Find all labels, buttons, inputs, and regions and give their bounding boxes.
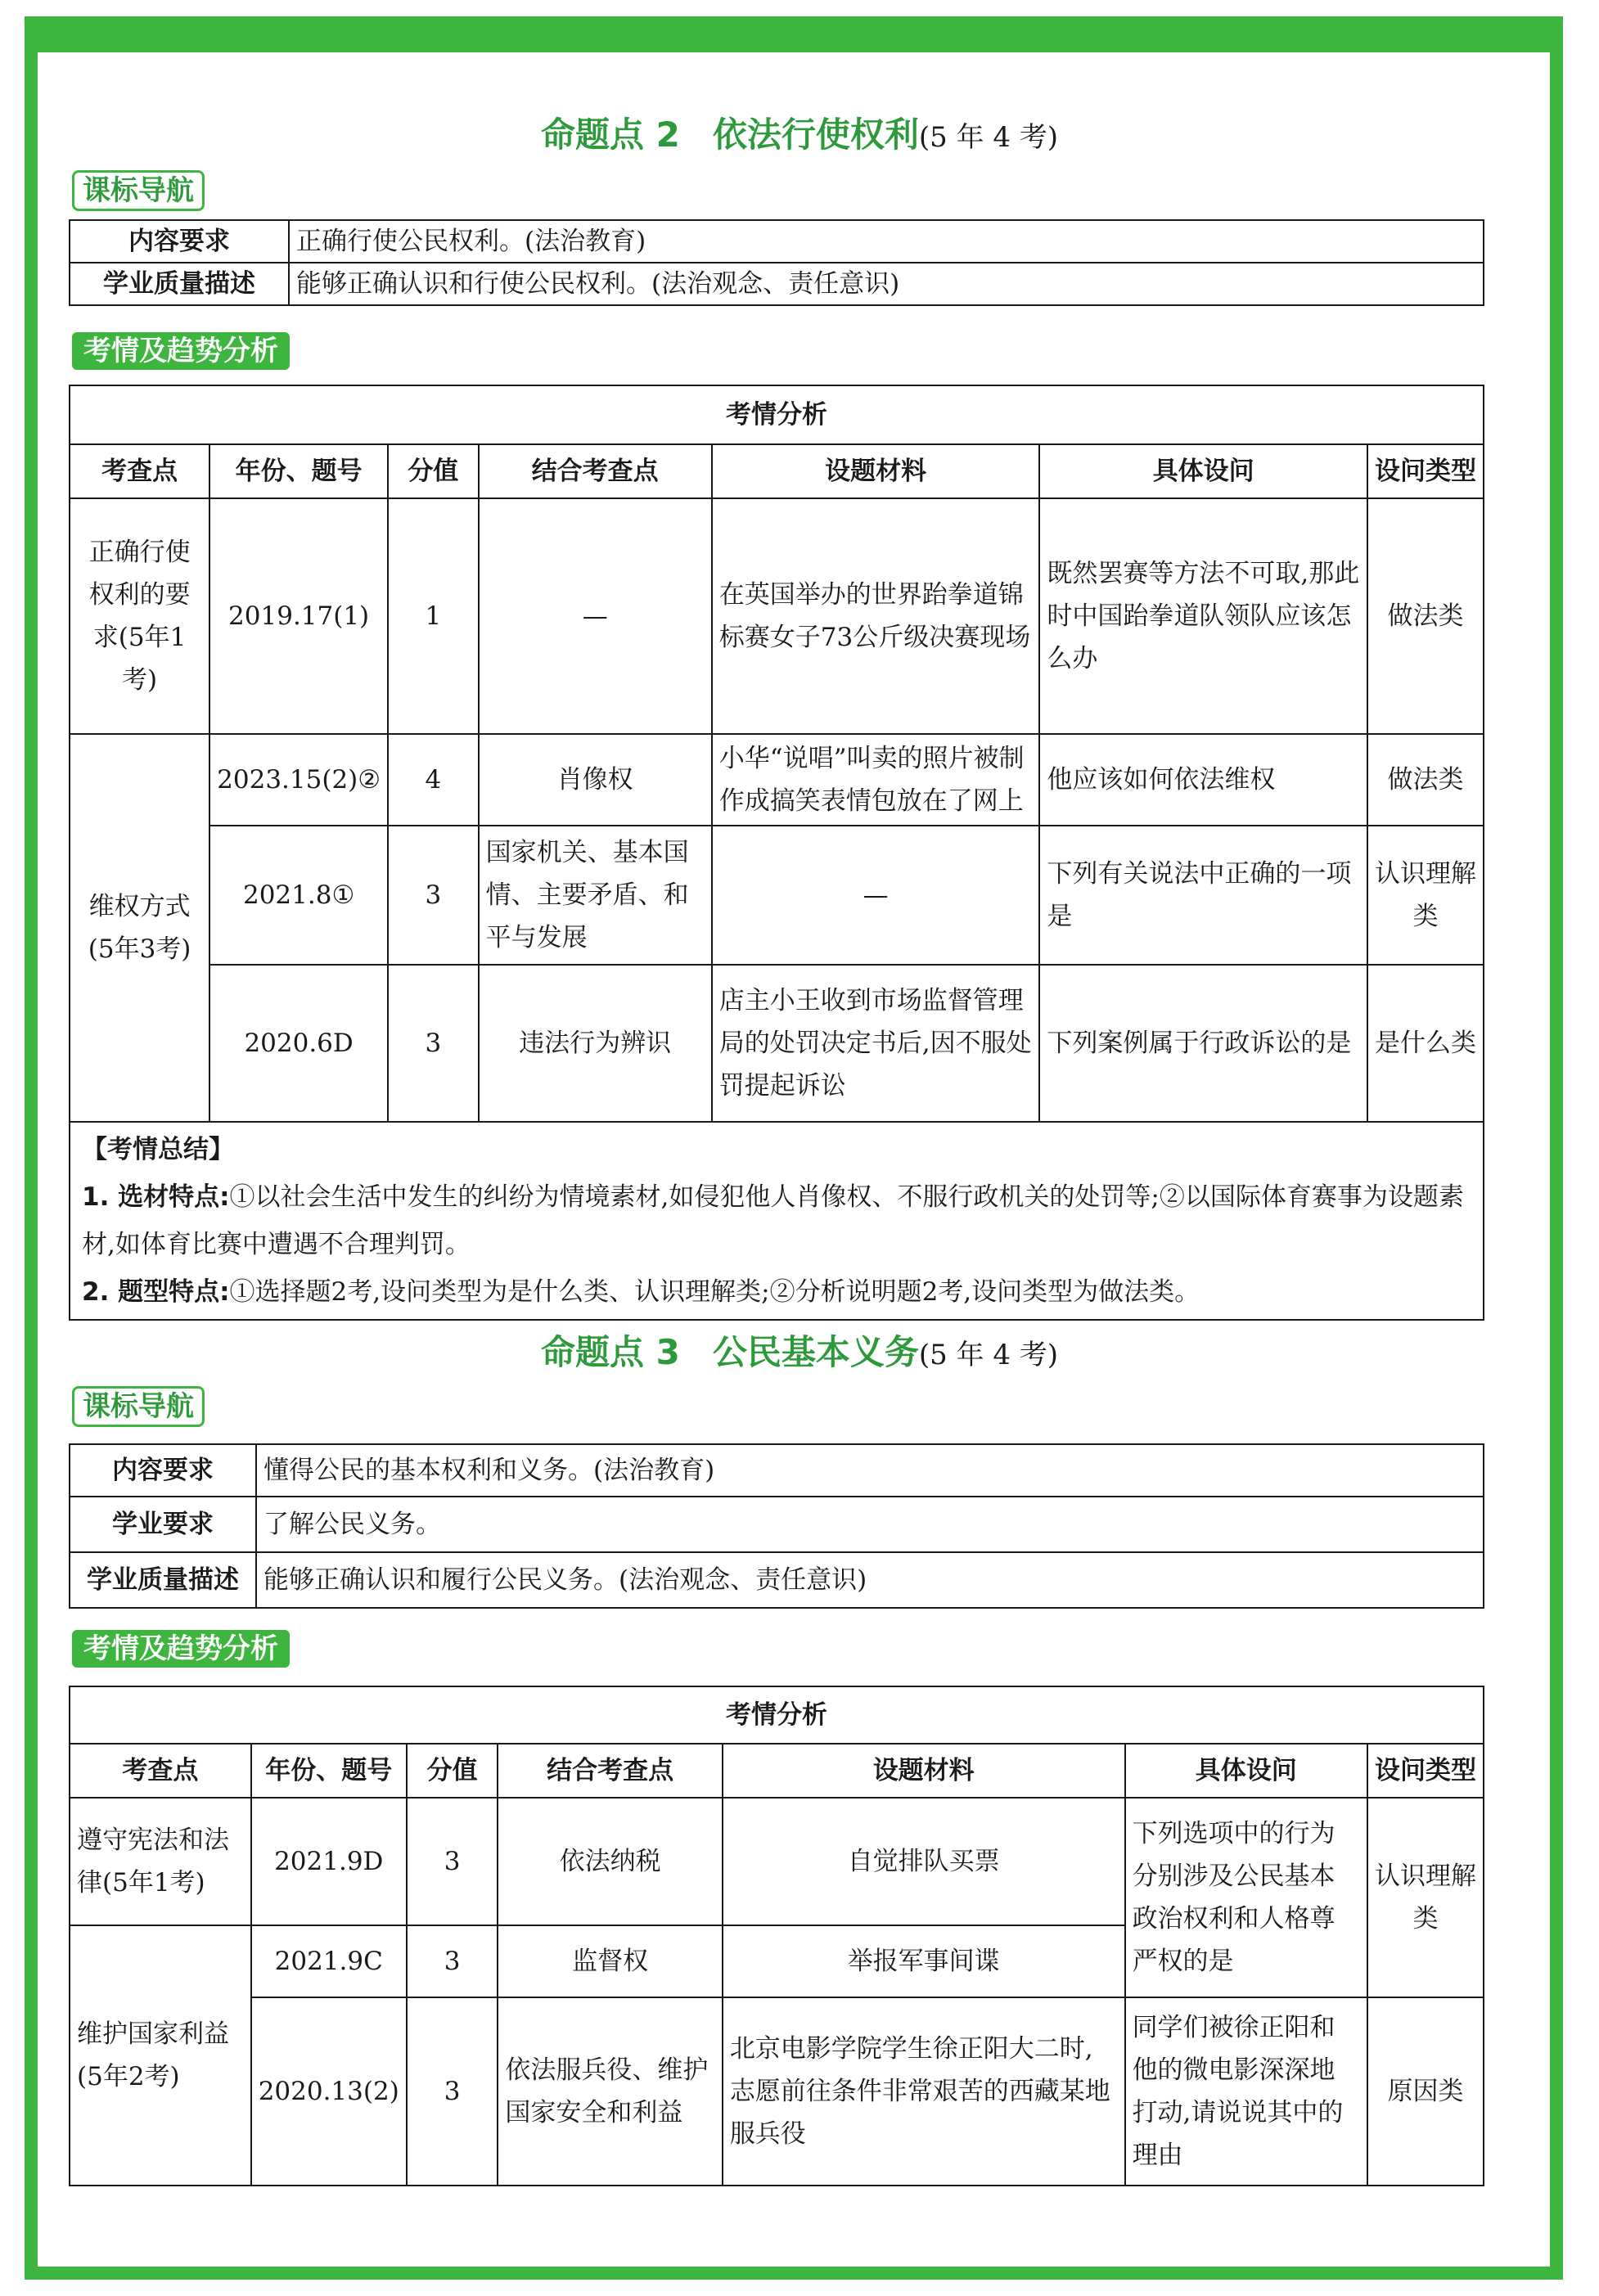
section2-count: (5 年 4 考): [918, 121, 1059, 154]
summary-row: [70, 1122, 1484, 1320]
material-cell: 自觉排队买票: [723, 1798, 1125, 1925]
table-title: 考情分析: [70, 1686, 1484, 1744]
table-row: [70, 734, 1484, 826]
section2-nav-tag: 课标导航: [72, 170, 205, 211]
top-border: [25, 16, 1563, 52]
question-cell: 下列选项中的行为分别涉及公民基本政治权利和人格尊严权的是: [1125, 1798, 1367, 1997]
header-cell: 设题材料: [723, 1744, 1125, 1798]
year-cell: 2021.9D: [251, 1798, 407, 1925]
bottom-border: [25, 2267, 1563, 2280]
section2-title: [0, 108, 1599, 157]
related-point-cell: 依法服兵役、维护国家安全和利益: [498, 1997, 722, 2186]
score-cell: 3: [407, 1925, 498, 1997]
requirement-row: [70, 220, 1484, 263]
related-point-cell: 违法行为辨识: [479, 965, 712, 1122]
type-cell: 是什么类: [1367, 965, 1484, 1122]
section3-requirements-table: [69, 1443, 1484, 1609]
section3-number: 命题点 3: [540, 1332, 680, 1372]
header-cell: 具体设问: [1039, 444, 1367, 498]
section2-trend-tag: 考情及趋势分析: [72, 332, 290, 370]
section2-analysis-table: [69, 385, 1484, 1321]
table-row: [70, 1997, 1484, 2186]
summary-heading: 【考情总结】: [82, 1135, 234, 1164]
type-cell: 做法类: [1367, 734, 1484, 826]
table-row: [70, 498, 1484, 734]
year-cell: 2021.8①: [209, 826, 388, 965]
exam-point-cell: 维护国家利益(5年2考): [70, 1925, 251, 2186]
summary-text: ①选择题2考,设问类型为是什么类、认识理解类;②分析说明题2考,设问类型为做法类。: [229, 1277, 1200, 1307]
score-cell: 3: [407, 1798, 498, 1925]
requirement-row: [70, 1552, 1484, 1608]
type-cell: 认识理解类: [1367, 1798, 1484, 1997]
section2-number: 命题点 2: [540, 115, 680, 155]
table-title-row: [70, 1686, 1484, 1744]
requirement-value: 正确行使公民权利。(法治教育): [289, 220, 1484, 263]
score-cell: 3: [388, 965, 479, 1122]
related-point-cell: 依法纳税: [498, 1798, 722, 1925]
exam-point-cell: 遵守宪法和法律(5年1考): [70, 1798, 251, 1925]
header-cell: 结合考查点: [479, 444, 712, 498]
question-cell: 既然罢赛等方法不可取,那此时中国跆拳道队领队应该怎么办: [1039, 498, 1367, 734]
header-cell: 设问类型: [1367, 444, 1484, 498]
related-point-cell: 肖像权: [479, 734, 712, 826]
table-row: [70, 826, 1484, 965]
material-cell: 在英国举办的世界跆拳道锦标赛女子73公斤级决赛现场: [712, 498, 1040, 734]
material-cell: 北京电影学院学生徐正阳大二时,志愿前往条件非常艰苦的西藏某地服兵役: [723, 1997, 1125, 2186]
requirement-key: 学业质量描述: [70, 1552, 256, 1608]
left-border: [25, 16, 38, 2280]
summary-label: 2. 题型特点:: [82, 1277, 230, 1307]
question-cell: 下列有关说法中正确的一项是: [1039, 826, 1367, 965]
right-border: [1550, 33, 1563, 2275]
score-cell: 3: [407, 1997, 498, 2186]
score-cell: 1: [388, 498, 479, 734]
requirement-row: [70, 1497, 1484, 1552]
material-cell: 举报军事间谍: [723, 1925, 1125, 1997]
table-row: [70, 965, 1484, 1122]
question-cell: 同学们被徐正阳和他的微电影深深地打动,请说说其中的理由: [1125, 1997, 1367, 2186]
header-cell: 考查点: [70, 444, 209, 498]
exam-point-cell: 维权方式(5年3考): [70, 734, 209, 1122]
requirement-key: 内容要求: [70, 1444, 256, 1497]
header-cell: 考查点: [70, 1744, 251, 1798]
related-point-cell: —: [479, 498, 712, 734]
material-cell: —: [712, 826, 1040, 965]
section3-trend-tag: 考情及趋势分析: [72, 1630, 290, 1668]
requirement-value: 懂得公民的基本权利和义务。(法治教育): [256, 1444, 1484, 1497]
material-cell: 店主小王收到市场监督管理局的处罚决定书后,因不服处罚提起诉讼: [712, 965, 1040, 1122]
requirement-key: 学业要求: [70, 1497, 256, 1552]
type-cell: 原因类: [1367, 1997, 1484, 2186]
type-cell: 做法类: [1367, 498, 1484, 734]
year-cell: 2021.9C: [251, 1925, 407, 1997]
header-cell: 设题材料: [712, 444, 1040, 498]
table-title-row: [70, 385, 1484, 444]
header-cell: 年份、题号: [251, 1744, 407, 1798]
header-cell: 具体设问: [1125, 1744, 1367, 1798]
year-cell: 2019.17(1): [209, 498, 388, 734]
header-cell: 分值: [407, 1744, 498, 1798]
table-title: 考情分析: [70, 385, 1484, 444]
requirement-row: [70, 263, 1484, 305]
header-row: [70, 444, 1484, 498]
material-cell: 小华“说唱”叫卖的照片被制作成搞笑表情包放在了网上: [712, 734, 1040, 826]
header-cell: 分值: [388, 444, 479, 498]
section3-analysis-table: [69, 1686, 1484, 2186]
related-point-cell: 国家机关、基本国情、主要矛盾、和平与发展: [479, 826, 712, 965]
related-point-cell: 监督权: [498, 1925, 722, 1997]
section3-nav-tag: 课标导航: [72, 1386, 205, 1427]
requirement-key: 学业质量描述: [70, 263, 289, 305]
year-cell: 2023.15(2)②: [209, 734, 388, 826]
requirement-row: [70, 1444, 1484, 1497]
requirement-value: 能够正确认识和行使公民权利。(法治观念、责任意识): [289, 263, 1484, 305]
exam-point-cell: 正确行使权利的要求(5年1考): [70, 498, 209, 734]
header-cell: 设问类型: [1367, 1744, 1484, 1798]
question-cell: 下列案例属于行政诉讼的是: [1039, 965, 1367, 1122]
section2-topic: 依法行使权利: [712, 115, 919, 155]
score-cell: 3: [388, 826, 479, 965]
section3-topic: 公民基本义务: [712, 1332, 919, 1372]
year-cell: 2020.13(2): [251, 1997, 407, 2186]
requirement-key: 内容要求: [70, 220, 289, 263]
section2-requirements-table: [69, 219, 1484, 306]
table-row: [70, 1798, 1484, 1925]
section3-count: (5 年 4 考): [918, 1339, 1059, 1371]
requirement-value: 能够正确认识和履行公民义务。(法治观念、责任意识): [256, 1552, 1484, 1608]
requirement-value: 了解公民义务。: [256, 1497, 1484, 1552]
header-row: [70, 1744, 1484, 1798]
header-cell: 结合考查点: [498, 1744, 722, 1798]
question-cell: 他应该如何依法维权: [1039, 734, 1367, 826]
header-cell: 年份、题号: [209, 444, 388, 498]
section3-title: [0, 1326, 1599, 1375]
year-cell: 2020.6D: [209, 965, 388, 1122]
score-cell: 4: [388, 734, 479, 826]
summary-label: 1. 选材特点:: [82, 1182, 230, 1212]
type-cell: 认识理解类: [1367, 826, 1484, 965]
summary-cell: [70, 1122, 1484, 1320]
summary-text: ①以社会生活中发生的纠纷为情境素材,如侵犯他人肖像权、不服行政机关的处罚等;②以国际体育赛事为设题素材,如体育比赛中遭遇不合理判罚。: [82, 1182, 1464, 1259]
